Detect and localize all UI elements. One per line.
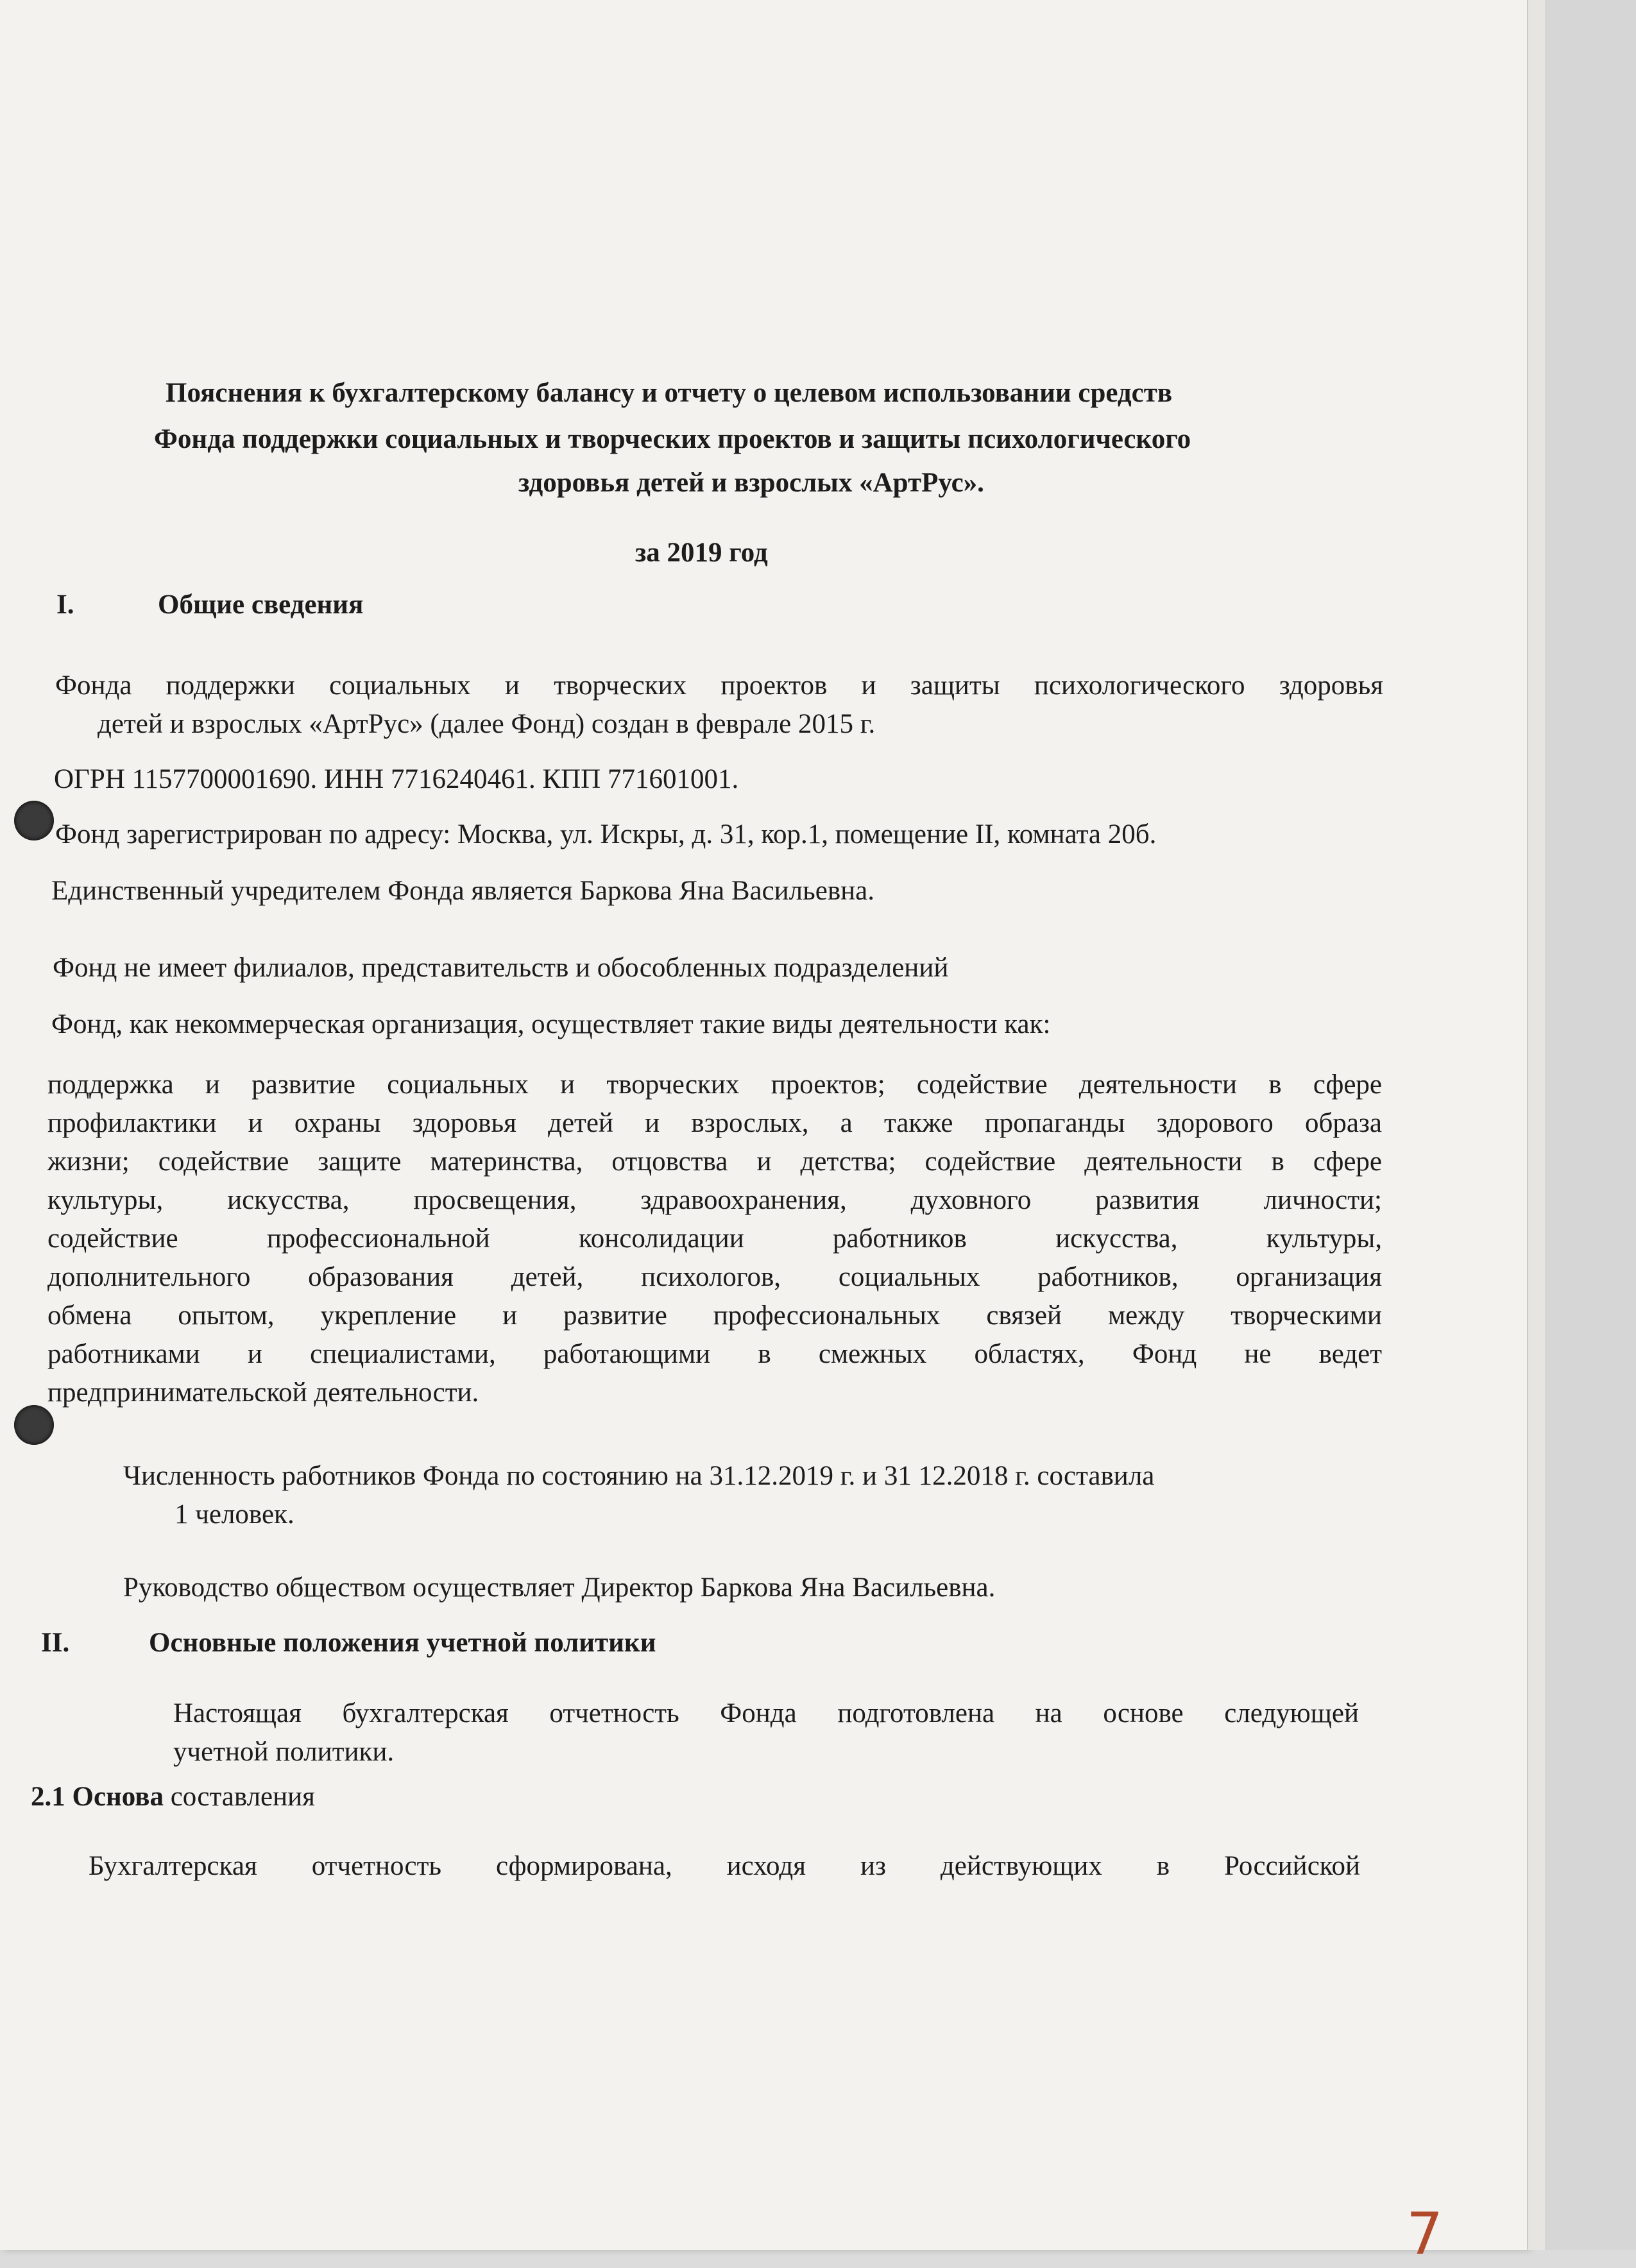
section-1-title: Общие сведения — [158, 590, 364, 620]
fund-intro-line-2: детей и взрослых «АртРус» (далее Фонд) создан в феврале 2015 г. — [98, 709, 876, 739]
staff-count-line-1: Численность работников Фонда по состоянию на 31.12.2019 г. и 31 12.2018 г. составила — [123, 1461, 1155, 1491]
fund-intro-line-1: Фонда поддержки социальных и творческих проектов и защиты психологического здоровья — [55, 670, 1383, 701]
policy-intro-line-1: Настоящая бухгалтерская отчетность Фонда подготовлена на основе следующей — [173, 1698, 1359, 1728]
subsection-2-1-number: 2.1 Основа — [31, 1782, 164, 1812]
registration-codes: ОГРН 1157700001690. ИНН 7716240461. КПП 771601001. — [54, 764, 739, 794]
scanner-background — [1545, 0, 1636, 2250]
subsection-2-1-title: составления — [163, 1782, 315, 1812]
activity-line: культуры, искусства, просвещения, здравоохранения, духовного развития личности; — [47, 1185, 1382, 1215]
title-line-3: здоровья детей и взрослых «АртРус». — [518, 468, 984, 498]
section-2-title: Основные положения учетной политики — [149, 1628, 656, 1658]
policy-intro-line-2: учетной политики. — [173, 1737, 395, 1767]
activity-line: работниками и специалистами, работающими в смежных областях, Фонд не ведет — [47, 1339, 1382, 1369]
handwritten-page-number: 7 — [1406, 2201, 1444, 2268]
activity-line: предпринимательской деятельности. — [47, 1377, 479, 1408]
section-1-number: I. — [56, 590, 74, 620]
director-info: Руководство обществом осуществляет Директор Баркова Яна Васильевна. — [123, 1573, 996, 1603]
activity-line: профилактики и охраны здоровья детей и взрослых, а также пропаганды здорового образа — [47, 1108, 1382, 1138]
basis-text: Бухгалтерская отчетность сформирована, исходя из действующих в Российской — [89, 1851, 1360, 1881]
section-2-number: II. — [41, 1628, 70, 1658]
no-branches: Фонд не имеет филиалов, представительств и обособленных подразделений — [53, 953, 949, 983]
staff-count-line-2: 1 человек. — [175, 1499, 294, 1530]
subsection-2-1-heading — [31, 1778, 315, 1816]
title-line-1: Пояснения к бухгалтерскому балансу и отчету о целевом использовании средств — [166, 378, 1173, 408]
activity-line: дополнительного образования детей, психологов, социальных работников, организация — [47, 1262, 1382, 1292]
page-stack-edge — [1527, 0, 1546, 2250]
activity-line: поддержка и развитие социальных и творческих проектов; содействие деятельности в сфере — [47, 1070, 1382, 1100]
activities-intro: Фонд, как некоммерческая организация, осуществляет такие виды деятельности как: — [51, 1009, 1051, 1039]
registered-address: Фонд зарегистрирован по адресу: Москва, ул. Искры, д. 31, кор.1, помещение II, комната 20б. — [55, 819, 1157, 849]
activity-line: жизни; содействие защите материнства, отцовства и детства; содействие деятельности в сфере — [47, 1147, 1382, 1177]
title-line-2: Фонда поддержки социальных и творческих проектов и защиты психологического — [154, 424, 1191, 454]
founder: Единственный учредителем Фонда является Баркова Яна Васильевна. — [51, 876, 874, 906]
report-year: за 2019 год — [635, 538, 768, 568]
punch-hole-top — [14, 801, 54, 840]
activity-line: содействие профессиональной консолидации работников искусства, культуры, — [47, 1224, 1382, 1254]
activity-line: обмена опытом, укрепление и развитие профессиональных связей между творческими — [47, 1300, 1382, 1331]
